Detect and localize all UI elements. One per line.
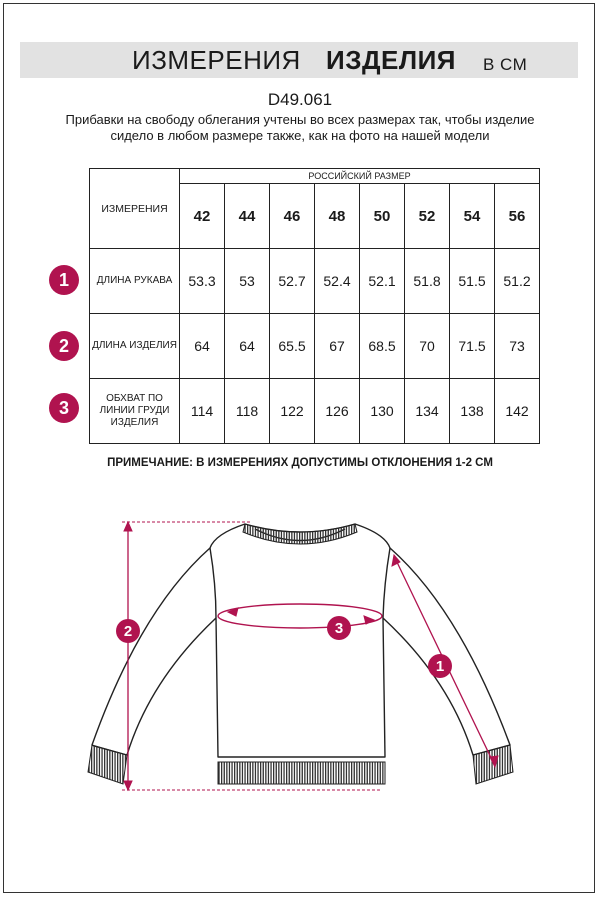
table-cell: 138 [450,379,495,444]
seam-line [383,548,390,618]
table-cell: 53.3 [180,249,225,314]
table-cell: 114 [180,379,225,444]
table-row [90,379,540,444]
header-title-measurements: ИЗМЕРЕНИЯ [132,45,301,75]
table-cell: 70 [405,314,450,379]
table-cell: 130 [360,379,405,444]
sweatshirt-outline-icon [0,500,600,800]
marker-label: 2 [123,623,133,640]
seam-line [210,548,216,618]
table-cell: 134 [405,379,450,444]
table-cell: 52.4 [315,249,360,314]
right-cuff-rib [473,745,513,784]
arrow-head [364,616,374,624]
left-cuff-rib [88,745,127,784]
tolerance-remark: ПРИМЕЧАНИЕ: В ИЗМЕРЕНИЯХ ДОПУСТИМЫ ОТКЛОНЕНИЯ 1-2 СМ [107,457,493,469]
row-number-badge: 2 [49,331,79,361]
hem-rib [218,762,385,784]
size-header: 52 [405,184,450,249]
table-cell: 68.5 [360,314,405,379]
marker-label: 1 [435,658,445,675]
table-cell: 122 [270,379,315,444]
table-cell: 67 [315,314,360,379]
table-cell: 73 [495,314,540,379]
size-header: 44 [225,184,270,249]
table-cell: 142 [495,379,540,444]
row-number-badge: 1 [49,265,79,295]
marker-label: 3 [334,620,344,637]
header-unit: В СМ [483,55,528,74]
table-row [90,314,540,379]
article-code: D49.061 [267,90,333,109]
arrow-head [124,781,132,790]
russian-size-header: РОССИЙСКИЙ РАЗМЕР [180,169,540,184]
garment-outline [92,524,510,757]
table-cell: 64 [180,314,225,379]
table-cell: 126 [315,379,360,444]
table-cell: 51.8 [405,249,450,314]
header-bar [20,42,578,78]
arrow-head [124,522,132,531]
size-header: 54 [450,184,495,249]
table-cell: 65.5 [270,314,315,379]
row-label-item-length: ДЛИНА ИЗДЕЛИЯ [90,314,180,379]
size-header: 48 [315,184,360,249]
measure-header: ИЗМЕРЕНИЯ [90,169,180,249]
chest-measure-ellipse [218,604,382,628]
table-cell: 51.2 [495,249,540,314]
row-label-sleeve-length: ДЛИНА РУКАВА [90,249,180,314]
table-cell: 118 [225,379,270,444]
size-header: 46 [270,184,315,249]
table-cell: 52.1 [360,249,405,314]
table-cell: 53 [225,249,270,314]
size-header: 42 [180,184,225,249]
header-title-item: ИЗДЕЛИЯ [326,45,456,75]
table-cell: 52.7 [270,249,315,314]
table-cell: 64 [225,314,270,379]
size-table [89,168,540,444]
table-cell: 71.5 [450,314,495,379]
table-row [90,249,540,314]
fit-note: Прибавки на свободу облегания учтены во всех размерах так, чтобы изделие сидело в любом размере также, как на фото на нашей модели [65,112,535,143]
size-header: 56 [495,184,540,249]
row-label-chest-circumference: ОБХВАТ ПО ЛИНИИ ГРУДИ ИЗДЕЛИЯ [90,379,180,444]
row-number-badge: 3 [49,393,79,423]
size-header: 50 [360,184,405,249]
collar-rib [243,524,357,544]
table-cell: 51.5 [450,249,495,314]
